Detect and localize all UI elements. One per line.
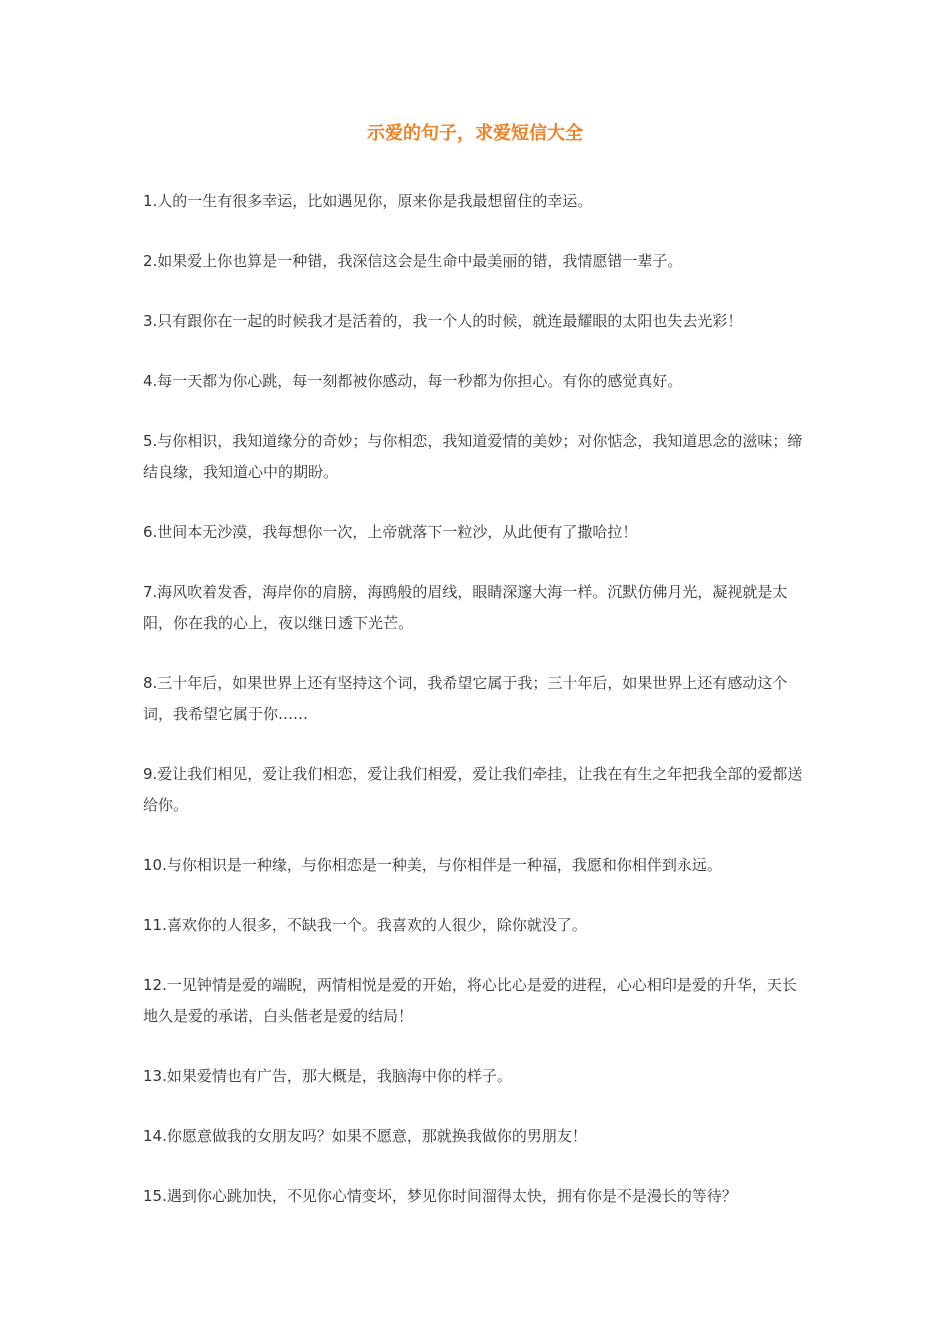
page-title: 示爱的句子，求爱短信大全 bbox=[367, 123, 583, 144]
list-item: 11.喜欢你的人很多，不缺我一个。我喜欢的人很少，除你就没了。 bbox=[143, 916, 587, 934]
sentence-list bbox=[143, 186, 807, 1241]
list-item: 1.人的一生有很多幸运，比如遇见你，原来你是我最想留住的幸运。 bbox=[143, 192, 593, 210]
list-item: 4.每一天都为你心跳，每一刻都被你感动，每一秒都为你担心。有你的感觉真好。 bbox=[143, 372, 683, 390]
list-item: 2.如果爱上你也算是一种错，我深信这会是生命中最美丽的错，我情愿错一辈子。 bbox=[143, 252, 683, 270]
list-item: 14.你愿意做我的女朋友吗？如果不愿意，那就换我做你的男朋友！ bbox=[143, 1127, 587, 1145]
list-item: 6.世间本无沙漠，我每想你一次，上帝就落下一粒沙，从此便有了撒哈拉！ bbox=[143, 523, 638, 541]
list-item: 9.爱让我们相见，爱让我们相恋，爱让我们相爱，爱让我们牵挂，让我在有生之年把我全部的爱都送给你。 bbox=[143, 765, 803, 814]
list-item: 12.一见钟情是爱的端睨，两情相悦是爱的开始，将心比心是爱的进程，心心相印是爱的升华，天长地久是爱的承诺，白头偕老是爱的结局！ bbox=[143, 976, 797, 1025]
list-item: 5.与你相识，我知道缘分的奇妙；与你相恋，我知道爱情的美妙；对你惦念，我知道思念的滋味；缔结良缘，我知道心中的期盼。 bbox=[143, 432, 803, 481]
list-item: 7.海风吹着发香，海岸你的肩膀，海鸥般的眉线，眼睛深邃大海一样。沉默仿佛月光，凝视就是太阳，你在我的心上，夜以继日透下光芒。 bbox=[143, 583, 788, 632]
list-item: 8.三十年后，如果世界上还有坚持这个词，我希望它属于我；三十年后，如果世界上还有感动这个词，我希望它属于你…… bbox=[143, 674, 788, 723]
list-item: 15.遇到你心跳加快，不见你心情变坏，梦见你时间溜得太快，拥有你是不是漫长的等待？ bbox=[143, 1187, 737, 1205]
list-item: 3.只有跟你在一起的时候我才是活着的，我一个人的时候，就连最耀眼的太阳也失去光彩！ bbox=[143, 312, 743, 330]
list-item: 13.如果爱情也有广告，那大概是，我脑海中你的样子。 bbox=[143, 1067, 512, 1085]
list-item: 10.与你相识是一种缘，与你相恋是一种美，与你相伴是一种福，我愿和你相伴到永远。 bbox=[143, 856, 722, 874]
